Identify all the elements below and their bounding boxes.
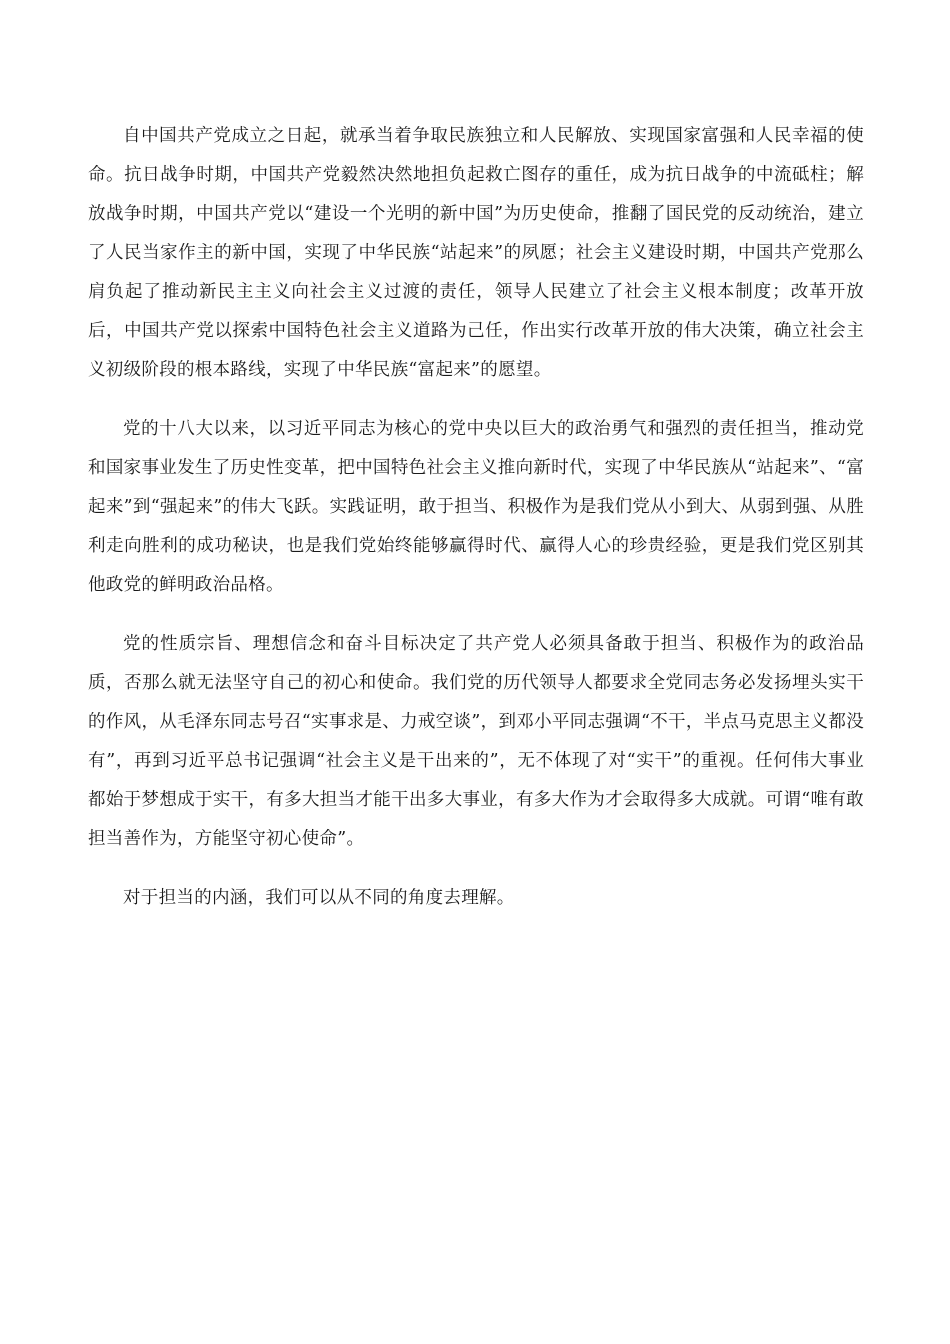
paragraph-3: 党的性质宗旨、理想信念和奋斗目标决定了共产党人必须具备敢于担当、积极作为的政治品质，否那么就无法坚守自己的初心和使命。我们党的历代领导人都要求全党同志务必发扬埋头实干的作风，从毛泽东同志号召“实事求是、力戒空谈”，到邓小平同志强调“不干，半点马克思主义都没有”，再到习近平总书记强调“社会主义是干出来的”，无不体现了对“实干”的重视。任何伟大事业都始于梦想成于实干，有多大担当才能干出多大事业，有多大作为才会取得多大成就。可谓“唯有敢担当善作为，方能坚守初心使命”。 xyxy=(88,634,864,849)
paragraph-1: 自中国共产党成立之日起，就承当着争取民族独立和人民解放、实现国家富强和人民幸福的使命。抗日战争时期，中国共产党毅然决然地担负起救亡图存的重任，成为抗日战争的中流砥柱；解放战争时期，中国共产党以“建设一个光明的新中国”为历史使命，推翻了国民党的反动统治，建立了人民当家作主的新中国，实现了中华民族“站起来”的夙愿；社会主义建设时期，中国共产党那么肩负起了推动新民主主义向社会主义过渡的责任，领导人民建立了社会主义根本制度；改革开放后，中国共产党以探索中国特色社会主义道路为己任，作出实行改革开放的伟大决策，确立社会主义初级阶段的根本路线，实现了中华民族“富起来”的愿望。 xyxy=(88,126,864,380)
paragraph-2: 党的十八大以来，以习近平同志为核心的党中央以巨大的政治勇气和强烈的责任担当，推动党和国家事业发生了历史性变革，把中国特色社会主义推向新时代，实现了中华民族从“站起来”、“富起来”到“强起来”的伟大飞跃。实践证明，敢于担当、积极作为是我们党从小到大、从弱到强、从胜利走向胜利的成功秘诀，也是我们党始终能够赢得时代、赢得人心的珍贵经验，更是我们党区别其他政党的鲜明政治品格。 xyxy=(88,419,864,595)
document-body xyxy=(88,117,864,938)
paragraph-4: 对于担当的内涵，我们可以从不同的角度去理解。 xyxy=(123,888,515,908)
